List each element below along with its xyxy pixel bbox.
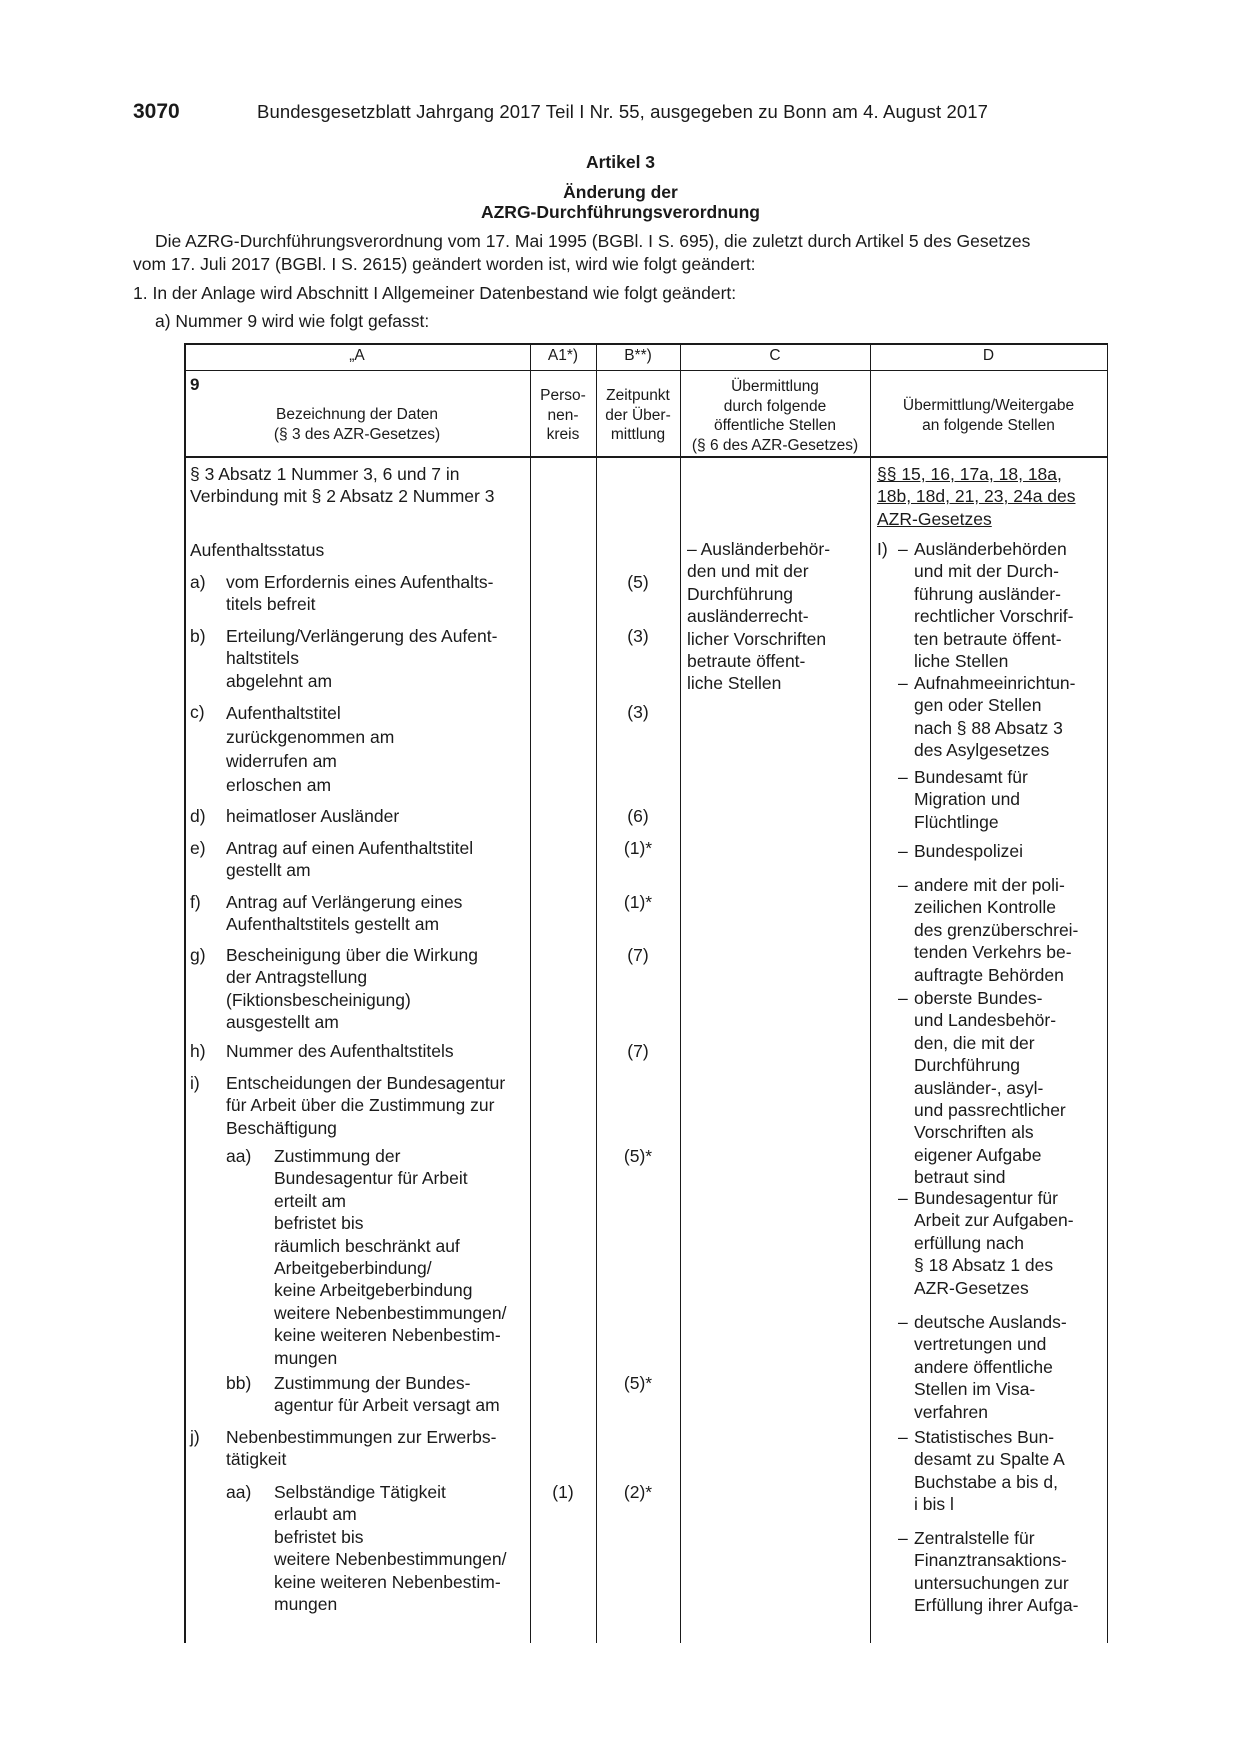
dash-marker: – — [898, 841, 908, 861]
col-header-c: C — [769, 347, 781, 364]
row-number: 9 — [190, 375, 200, 394]
item-label: c) — [190, 702, 205, 722]
recipient-entry: Bundesagentur für Arbeit zur Aufgaben- erfüllung nach § 18 Absatz 1 des AZR-Gesetzes — [914, 1188, 1074, 1298]
item-timing: (3) — [627, 626, 649, 646]
dash-marker: – — [898, 539, 908, 559]
item-person-group: (1) — [552, 1482, 574, 1502]
item-text: vom Erfordernis eines Aufenthalts- titels befreit — [226, 572, 494, 615]
col-divider-b — [596, 343, 597, 1643]
dash-marker: – — [898, 875, 908, 895]
recipient-entry: Bundesamt für Migration und Flüchtlinge — [914, 767, 1028, 832]
dash-marker: – — [898, 1312, 908, 1332]
subitem-label: aa) — [226, 1146, 252, 1166]
table-left-border — [184, 343, 186, 1643]
item-label: a) — [190, 572, 206, 592]
col-header-a: „A — [349, 347, 365, 364]
item-label: i) — [190, 1073, 200, 1093]
amendment-item-1: 1. In der Anlage wird Abschnitt I Allgemeiner Datenbestand wie folgt geändert: — [133, 283, 737, 303]
article-subtitle-2: AZRG-Durchführungsverordnung — [480, 202, 760, 222]
item-timing: (5)* — [623, 1146, 653, 1166]
d-group-label: I) — [877, 539, 888, 559]
item-text: heimatloser Ausländer — [226, 806, 400, 826]
item-text: Erteilung/Verlängerung des Aufent- haltstitels abgelehnt am — [226, 626, 498, 691]
table-top-border — [184, 343, 1108, 345]
d-legal-reference: §§ 15, 16, 17a, 18, 18a, 18b, 18d, 21, 23, 24a des AZR-Gesetzes — [877, 464, 1076, 529]
item-timing: (1)* — [623, 892, 653, 912]
amendment-item-a: a) Nummer 9 wird wie folgt gefasst: — [155, 311, 430, 331]
intro-line-2: vom 17. Juli 2017 (BGBl. I S. 2615) geändert worden ist, wird wie folgt geändert: — [133, 254, 756, 274]
article-title: Artikel 3 — [585, 152, 656, 172]
subheader-a1: Perso- nen- kreis — [540, 387, 586, 443]
item-text: Nebenbestimmungen zur Erwerbs- tätigkeit — [226, 1427, 497, 1470]
subitem-label: aa) — [226, 1482, 252, 1502]
col-header-d: D — [982, 347, 995, 364]
item-label: b) — [190, 626, 206, 646]
dash-marker: – — [898, 1427, 908, 1447]
subitem-text: Zustimmung der Bundesagentur für Arbeit erteilt am befristet bis räumlich beschränkt auf Arbeitgeberbindung/ keine Arbeitgeberbindung weitere Nebenbestimmungen/ keine weiteren Nebenbestim- mungen — [274, 1146, 507, 1368]
col-divider-a1 — [530, 343, 531, 1643]
dash-marker: – — [898, 673, 908, 693]
recipient-entry: andere mit der poli- zeilichen Kontrolle des grenzüberschrei- tenden Verkehrs be- auftragte Behörden — [914, 875, 1079, 985]
subheader-divider — [184, 456, 1108, 458]
recipient-entry: oberste Bundes- und Landesbehör- den, die mit der Durchführung ausländer-, asyl- und passrechtlicher Vorschriften als eigener Aufgabe betraut sind — [914, 988, 1066, 1188]
item-timing: (7) — [627, 1041, 649, 1061]
subitem-label: bb) — [226, 1373, 252, 1393]
subitem-text: Zustimmung der Bundes- agentur für Arbeit versagt am — [274, 1373, 500, 1416]
col-header-b: B**) — [624, 347, 652, 364]
item-timing: (3) — [627, 702, 649, 722]
item-timing: (2)* — [623, 1482, 653, 1502]
dash-marker: – — [898, 1188, 908, 1208]
col-header-a1: A1*) — [547, 347, 579, 364]
item-text: Entscheidungen der Bundesagentur für Arbeit über die Zustimmung zur Beschäftigung — [226, 1073, 506, 1138]
item-label: h) — [190, 1041, 206, 1061]
section-title: Aufenthaltsstatus — [190, 540, 325, 560]
subheader-b: Zeitpunkt der Über- mittlung — [605, 387, 671, 443]
recipient-entry: Statistisches Bun- desamt zu Spalte A Buchstabe a bis d, i bis l — [914, 1427, 1065, 1515]
recipient-entry: deutsche Auslands- vertretungen und andere öffentliche Stellen im Visa- verfahren — [914, 1312, 1067, 1422]
article-subtitle-1: Änderung der — [563, 182, 678, 202]
recipient-entry: Zentralstelle für Finanztransaktions- untersuchungen zur Erfüllung ihrer Aufga- — [914, 1528, 1079, 1616]
item-timing: (5)* — [623, 1373, 653, 1393]
subheader-c: Übermittlung durch folgende öffentliche Stellen (§ 6 des AZR-Gesetzes) — [691, 378, 859, 454]
recipient-entry: Ausländerbehörden und mit der Durch- führung ausländer- rechtlicher Vorschrif- ten betraute öffent- liche Stellen — [914, 539, 1074, 672]
dash-marker: – — [898, 767, 908, 787]
page-number: 3070 — [133, 100, 180, 123]
item-label: g) — [190, 945, 206, 965]
item-text: Aufenthaltstitel zurückgenommen am widerrufen am erloschen am — [226, 703, 395, 795]
item-timing: (7) — [627, 945, 649, 965]
item-label: f) — [190, 892, 201, 912]
item-text: Nummer des Aufenthaltstitels — [226, 1041, 454, 1061]
recipient-entry: Aufnahmeeinrichtun- gen oder Stellen nach § 88 Absatz 3 des Asylgesetzes — [914, 673, 1076, 761]
item-timing: (5) — [627, 572, 649, 592]
subitem-text: Selbständige Tätigkeit erlaubt am befristet bis weitere Nebenbestimmungen/ keine weiteren Nebenbestim- mungen — [274, 1482, 507, 1615]
running-header: Bundesgesetzblatt Jahrgang 2017 Teil I Nr. 55, ausgegeben zu Bonn am 4. August 2017 — [257, 101, 989, 122]
item-text: Antrag auf Verlängerung eines Aufenthaltstitels gestellt am — [226, 892, 463, 935]
subheader-a: Bezeichnung der Daten (§ 3 des AZR-Gesetzes) — [273, 406, 441, 443]
dash-marker: – — [898, 988, 908, 1008]
dash-marker: – — [898, 1528, 908, 1548]
col-divider-d — [870, 343, 871, 1643]
recipient-entry: Bundespolizei — [914, 841, 1023, 861]
intro-line-1: Die AZRG-Durchführungsverordnung vom 17. Mai 1995 (BGBl. I S. 695), die zuletzt durch Artikel 5 des Gesetzes — [155, 231, 1031, 251]
item-label: d) — [190, 806, 206, 826]
item-label: e) — [190, 838, 206, 858]
table-right-border — [1107, 343, 1109, 1643]
data-table — [184, 343, 1108, 1643]
item-timing: (1)* — [623, 838, 653, 858]
item-text: Bescheinigung über die Wirkung der Antragstellung (Fiktionsbescheinigung) ausgestellt am — [226, 945, 478, 1033]
transmitting-authorities: – Ausländerbehör- den und mit der Durchführung ausländerrecht- licher Vorschriften betraute öffent- liche Stellen — [687, 539, 831, 694]
legal-reference: § 3 Absatz 1 Nummer 3, 6 und 7 in Verbindung mit § 2 Absatz 2 Nummer 3 — [190, 464, 495, 507]
item-text: Antrag auf einen Aufenthaltstitel gestellt am — [226, 838, 474, 881]
header-divider — [184, 370, 1108, 371]
subheader-d: Übermittlung/Weitergabe an folgende Stellen — [902, 397, 1075, 434]
col-divider-c — [680, 343, 681, 1643]
item-timing: (6) — [627, 806, 649, 826]
item-label: j) — [190, 1427, 200, 1447]
